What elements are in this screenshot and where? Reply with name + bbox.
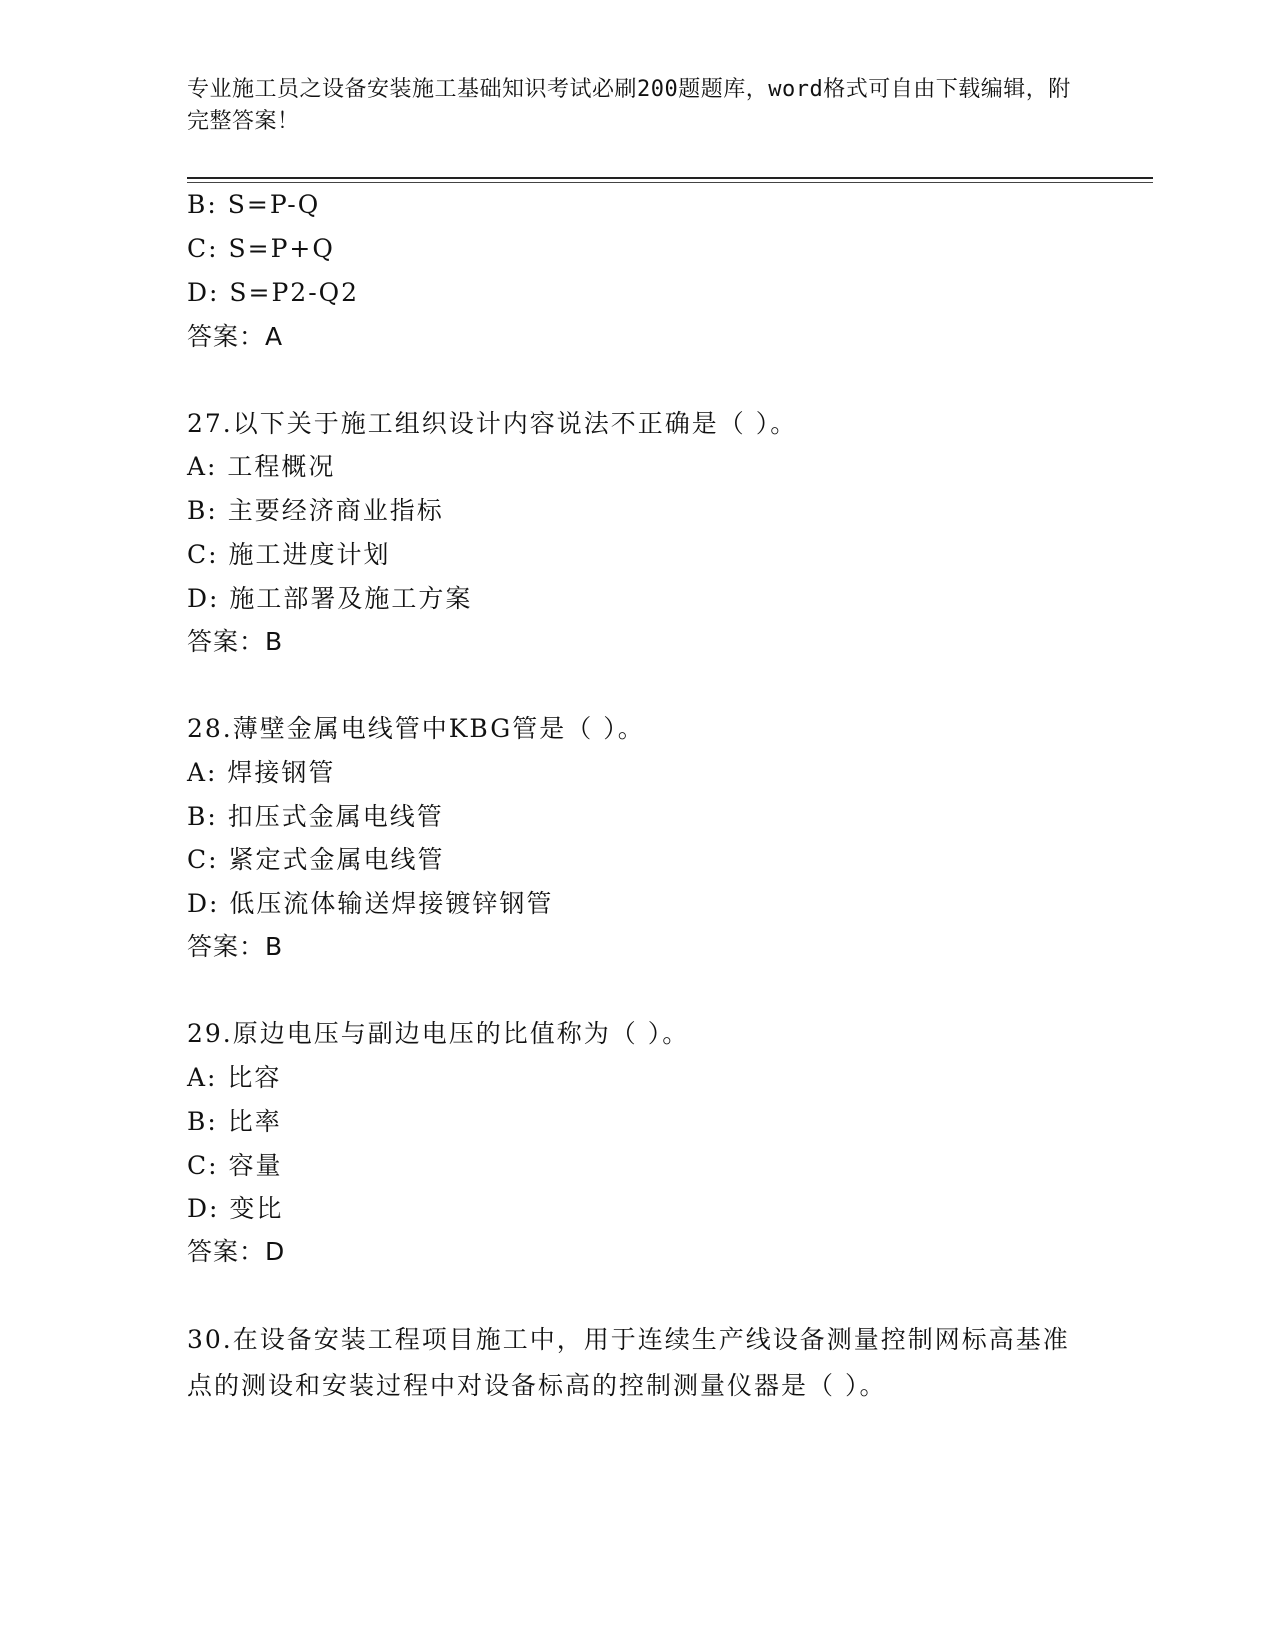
option-c: C: 容量 bbox=[187, 1151, 283, 1180]
answer: 答案：D bbox=[187, 1237, 286, 1266]
option-c: C: 施工进度计划 bbox=[187, 540, 391, 569]
header-divider-thin bbox=[187, 182, 1153, 183]
option-a: A: 焊接钢管 bbox=[187, 758, 336, 787]
answer: 答案：B bbox=[187, 932, 284, 961]
option-c: C: S=P+Q bbox=[187, 234, 335, 263]
question-30: 30.在设备安装工程项目施工中，用于连续生产线设备测量控制网标高基准点的测设和安装过程中对设备标高的控制测量仪器是（ ）。 bbox=[187, 1325, 1070, 1400]
question-28: 28.薄壁金属电线管中KBG管是（ ）。 bbox=[187, 714, 645, 743]
option-d: D: 施工部署及施工方案 bbox=[187, 584, 473, 613]
option-d: D: 变比 bbox=[187, 1194, 284, 1223]
option-a: A: 工程概况 bbox=[187, 452, 336, 481]
option-b: B: 比率 bbox=[187, 1107, 282, 1136]
option-b: B: 扣压式金属电线管 bbox=[187, 802, 444, 831]
option-c: C: 紧定式金属电线管 bbox=[187, 845, 445, 874]
document-header: 专业施工员之设备安装施工基础知识考试必刷200题题库，word格式可自由下载编辑，附完整答案！ bbox=[187, 77, 1071, 134]
question-27: 27.以下关于施工组织设计内容说法不正确是（ ）。 bbox=[187, 409, 798, 438]
option-b: B: 主要经济商业指标 bbox=[187, 496, 444, 525]
option-b: B: S=P-Q bbox=[187, 190, 321, 219]
question-29: 29.原边电压与副边电压的比值称为（ ）。 bbox=[187, 1019, 690, 1048]
option-a: A: 比容 bbox=[187, 1063, 282, 1092]
option-d: D: 低压流体输送焊接镀锌钢管 bbox=[187, 889, 554, 918]
answer: 答案：B bbox=[187, 627, 284, 656]
option-d: D: S=P2-Q2 bbox=[187, 278, 360, 307]
header-divider-thick bbox=[187, 177, 1153, 179]
answer: 答案：A bbox=[187, 322, 284, 351]
